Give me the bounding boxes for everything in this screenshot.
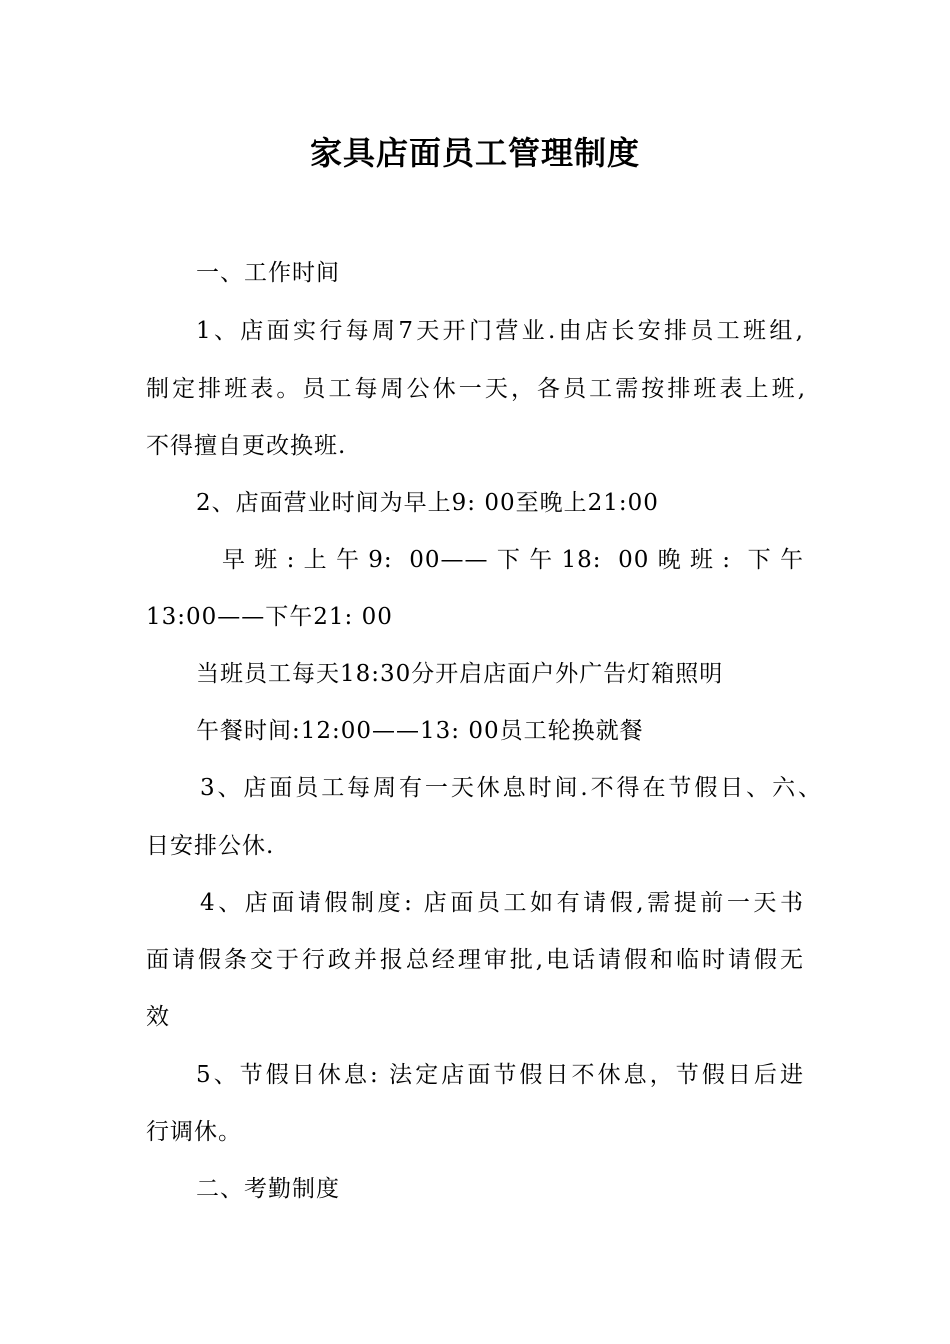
paragraph-line: 早班:上午9: 00——下午18: 00晚班: 下午: [222, 547, 804, 573]
section-heading-work-time: 一、工作时间: [196, 260, 340, 286]
section-heading-attendance: 二、考勤制度: [196, 1176, 340, 1202]
paragraph-line: 4、店面请假制度: 店面员工如有请假,需提前一天书: [200, 890, 804, 916]
paragraph-line: 2、店面营业时间为早上9: 00至晚上21:00: [196, 490, 659, 516]
document-title: 家具店面员工管理制度: [309, 134, 640, 172]
paragraph-line: 面请假条交于行政并报总经理审批,电话请假和临时请假无: [146, 947, 804, 973]
paragraph-line: 行调休。: [146, 1119, 242, 1145]
paragraph-line: 午餐时间:12:00——13: 00员工轮换就餐: [196, 718, 644, 744]
paragraph-line: 当班员工每天18:30分开启店面户外广告灯箱照明: [196, 661, 724, 687]
paragraph-line: 13:00——下午21: 00: [146, 604, 393, 630]
paragraph-line: 3、店面员工每周有一天休息时间.不得在节假日、六、: [200, 775, 822, 801]
paragraph-line: 制定排班表。员工每周公休一天，各员工需按排班表上班,: [146, 376, 806, 402]
paragraph-line: 日安排公休.: [146, 833, 275, 859]
paragraph-line: 效: [146, 1004, 170, 1030]
paragraph-line: 5、节假日休息: 法定店面节假日不休息，节假日后进: [196, 1062, 804, 1088]
paragraph-line: 1、店面实行每周7天开门营业.由店长安排员工班组,: [196, 318, 804, 344]
paragraph-line: 不得擅自更改换班.: [146, 433, 347, 459]
